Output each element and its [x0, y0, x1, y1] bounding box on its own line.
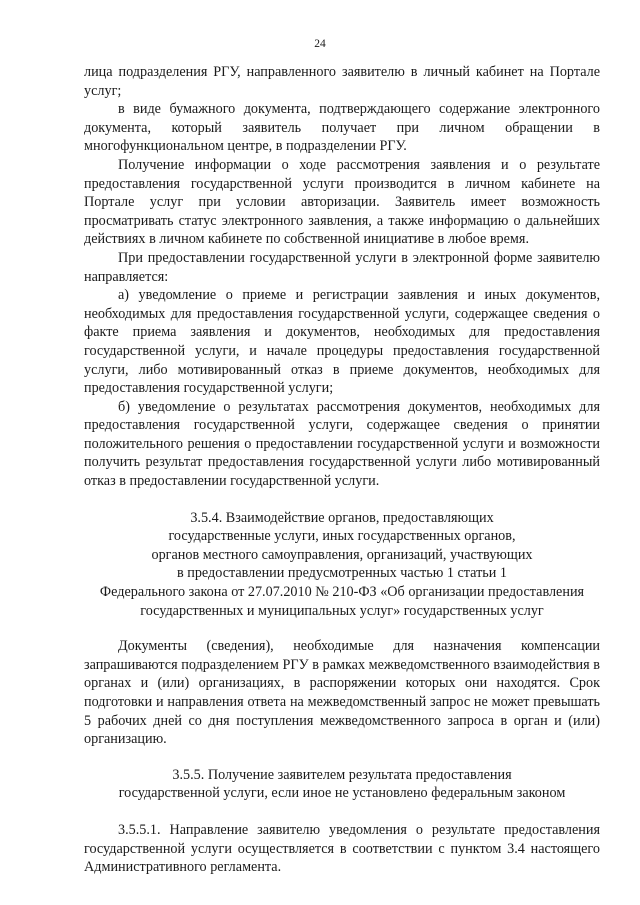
paragraph-item-b: б) уведомление о результатах рассмотрения документов, необходимых для предоставления государственной услуги, содержащее сведения о принятии положительного решения о предоставлении государственной услуги и возможности получить результат предоставления государственной услуги либо мотивированный отказ в предоставлении государственной услуги.: [84, 398, 600, 490]
heading-line: государственные услуги, иных государственных органов,: [168, 528, 516, 545]
paragraph-item-a: а) уведомление о приеме и регистрации заявления и иных документов, необходимых для предоставления государственной услуги, содержащее сведения о факте приема заявления и документов, необходимых для предоставления государственной услуги, и начале процедуры предоставления государственной услуги, либо мотивированный отказ в приеме документов, необходимых для предоставления государственной услуги;: [84, 287, 600, 397]
heading-line: государственных и муниципальных услуг» государственных услуг: [140, 602, 544, 619]
section-heading-3-5-4: [84, 509, 600, 621]
paragraph-3-5-5-1: 3.5.5.1. Направление заявителю уведомления о результате предоставления государственной услуги осуществляется в соответствии с пунктом 3.4 настоящего Административного регламента.: [84, 821, 600, 876]
paragraph-result-cabinet: лица подразделения РГУ, направленного заявителю в личный кабинет на Портале услуг;: [84, 64, 600, 99]
heading-line: Федерального закона от 27.07.2010 № 210-ФЗ «Об организации предоставления: [99, 584, 585, 601]
heading-line: 3.5.4. Взаимодействие органов, предоставляющих: [190, 509, 494, 526]
paragraph-interagency-request: Документы (сведения), необходимые для назначения компенсации запрашиваются подразделением РГУ в рамках межведомственного взаимодействия в органах и (или) организациях, в распоряжении которых они находятся. Срок подготовки и направления ответа на межведомственный запрос не может превышать 5 рабочих дней со дня поступления межведомственного запроса в орган и (или) организацию.: [84, 638, 600, 748]
heading-line: государственной услуги, если иное не установлено федеральным законом: [118, 785, 566, 802]
paragraph-electronic-form: При предоставлении государственной услуги в электронной форме заявителю направляется:: [84, 249, 600, 285]
paragraph-status-info: Получение информации о ходе рассмотрения заявления и о результате предоставления государственной услуги производится в личном кабинете на Портале услуг при условии авторизации. Заявитель имеет возможность просматривать статус электронного заявления, а также информацию о дальнейших действиях в личном кабинете по собственной инициативе в любое время.: [84, 156, 600, 248]
heading-line: 3.5.5. Получение заявителем результата предоставления: [172, 766, 512, 783]
page-number: 24: [314, 38, 326, 50]
section-heading-3-5-5: [84, 766, 600, 803]
heading-line: органов местного самоуправления, организаций, участвующих: [151, 546, 533, 563]
document-body: [84, 63, 600, 877]
heading-line: в предоставлении предусмотренных частью 1 статьи 1: [177, 565, 507, 582]
paragraph-paper-document: в виде бумажного документа, подтверждающего содержание электронного документа, который заявитель получает при личном обращении в многофункциональном центре, в подразделении РГУ.: [84, 101, 600, 155]
